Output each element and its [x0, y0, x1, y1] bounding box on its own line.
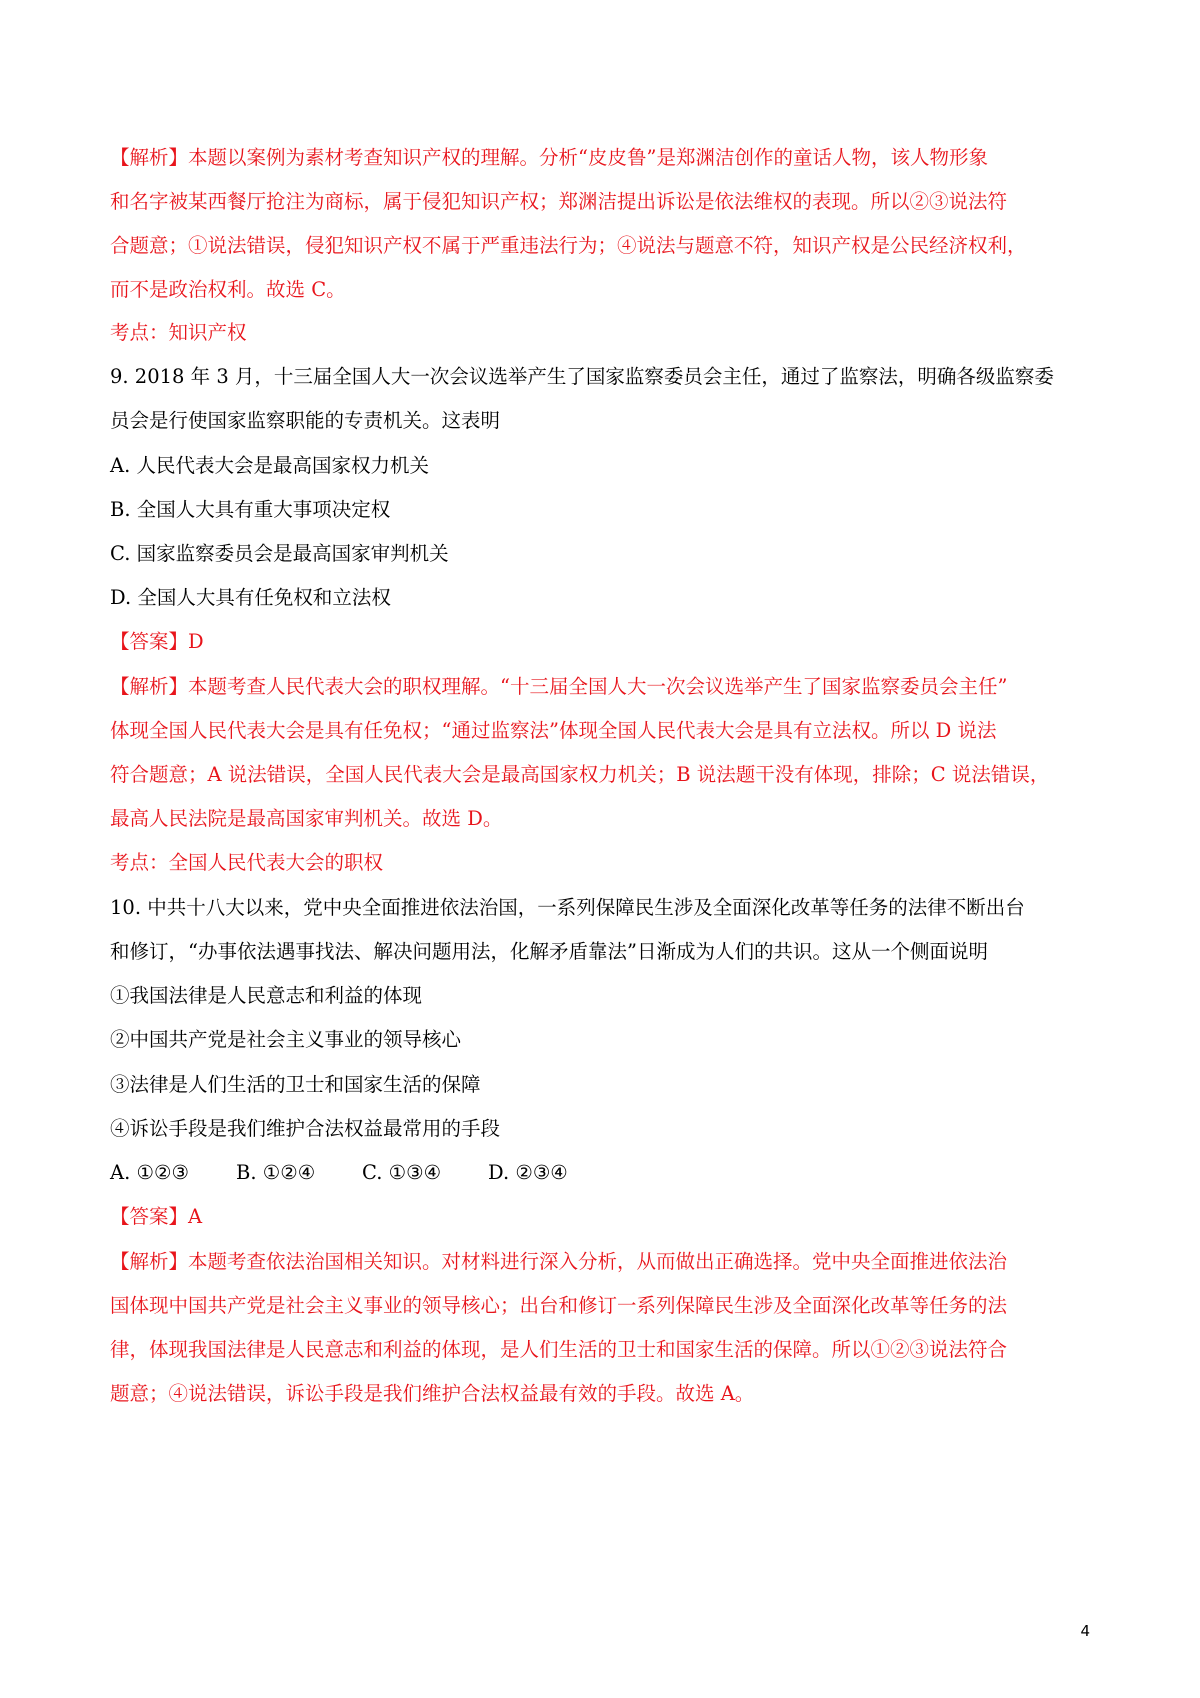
question-10-statement-4: ④诉讼手段是我们维护合法权益最常用的手段 [110, 1117, 501, 1140]
analysis-q10-line-3: 律，体现我国法律是人民意志和利益的体现，是人们生活的卫士和国家生活的保障。所以①②③说法符合 [110, 1338, 1008, 1361]
analysis-q9-line-1: 【解析】本题考查人民代表大会的职权理解。“十三届全国人大一次会议选举产生了国家监察委员会主任” [110, 675, 1008, 698]
question-10-option-d: D. ②③④ [488, 1161, 568, 1184]
analysis-q9-line-4: 最高人民法院是最高国家审判机关。故选 D。 [110, 807, 503, 830]
analysis-q8-line-4: 而不是政治权利。故选 C。 [110, 278, 346, 301]
question-10-stem-line-1: 10. 中共十八大以来，党中央全面推进依法治国，一系列保障民生涉及全面深化改革等任务的法律不断出台 [110, 896, 1025, 919]
analysis-q9-line-2: 体现全国人民代表大会是具有任免权；“通过监察法”体现全国人民代表大会是具有立法权。所以 D 说法 [110, 719, 997, 742]
question-9-option-b: B. 全国人大具有重大事项决定权 [110, 498, 391, 521]
question-10-option-b: B. ①②④ [236, 1161, 316, 1184]
topic-q8: 考点：知识产权 [110, 321, 247, 344]
question-10-stem-line-2: 和修订，“办事依法遇事找法、解决问题用法，化解矛盾靠法”日渐成为人们的共识。这从一个侧面说明 [110, 940, 988, 963]
analysis-q8-line-2: 和名字被某西餐厅抢注为商标，属于侵犯知识产权；郑渊洁提出诉讼是依法维权的表现。所以②③说法符 [110, 190, 1008, 213]
question-10-option-a: A. ①②③ [110, 1161, 189, 1184]
question-9-stem-line-1: 9. 2018 年 3 月，十三届全国人大一次会议选举产生了国家监察委员会主任，通过了监察法，明确各级监察委 [110, 365, 1054, 388]
analysis-q8-line-1: 【解析】本题以案例为素材考查知识产权的理解。分析“皮皮鲁”是郑渊洁创作的童话人物，该人物形象 [110, 146, 988, 169]
answer-q9: 【答案】D [110, 630, 204, 653]
question-9-option-d: D. 全国人大具有任免权和立法权 [110, 586, 391, 609]
analysis-q10-line-1: 【解析】本题考查依法治国相关知识。对材料进行深入分析，从而做出正确选择。党中央全面推进依法治 [110, 1250, 1008, 1273]
question-10-option-c: C. ①③④ [362, 1161, 442, 1184]
analysis-q10-line-2: 国体现中国共产党是社会主义事业的领导核心；出台和修订一系列保障民生涉及全面深化改革等任务的法 [110, 1294, 1008, 1317]
topic-q9: 考点：全国人民代表大会的职权 [110, 851, 384, 874]
page-number: 4 [1080, 1622, 1090, 1640]
analysis-q10-line-4: 题意；④说法错误，诉讼手段是我们维护合法权益最有效的手段。故选 A。 [110, 1382, 755, 1405]
analysis-q9-line-3: 符合题意；A 说法错误，全国人民代表大会是最高国家权力机关；B 说法题干没有体现，排除；C 说法错误， [110, 763, 1050, 786]
question-9-option-a: A. 人民代表大会是最高国家权力机关 [110, 454, 429, 477]
answer-q10: 【答案】A [110, 1205, 203, 1228]
question-10-statement-3: ③法律是人们生活的卫士和国家生活的保障 [110, 1073, 481, 1096]
question-9-stem-line-2: 员会是行使国家监察职能的专责机关。这表明 [110, 409, 501, 432]
question-9-option-c: C. 国家监察委员会是最高国家审判机关 [110, 542, 449, 565]
question-10-statement-2: ②中国共产党是社会主义事业的领导核心 [110, 1028, 462, 1051]
analysis-q8-line-3: 合题意；①说法错误，侵犯知识产权不属于严重违法行为；④说法与题意不符，知识产权是公民经济权利， [110, 234, 1027, 257]
question-10-statement-1: ①我国法律是人民意志和利益的体现 [110, 984, 423, 1007]
